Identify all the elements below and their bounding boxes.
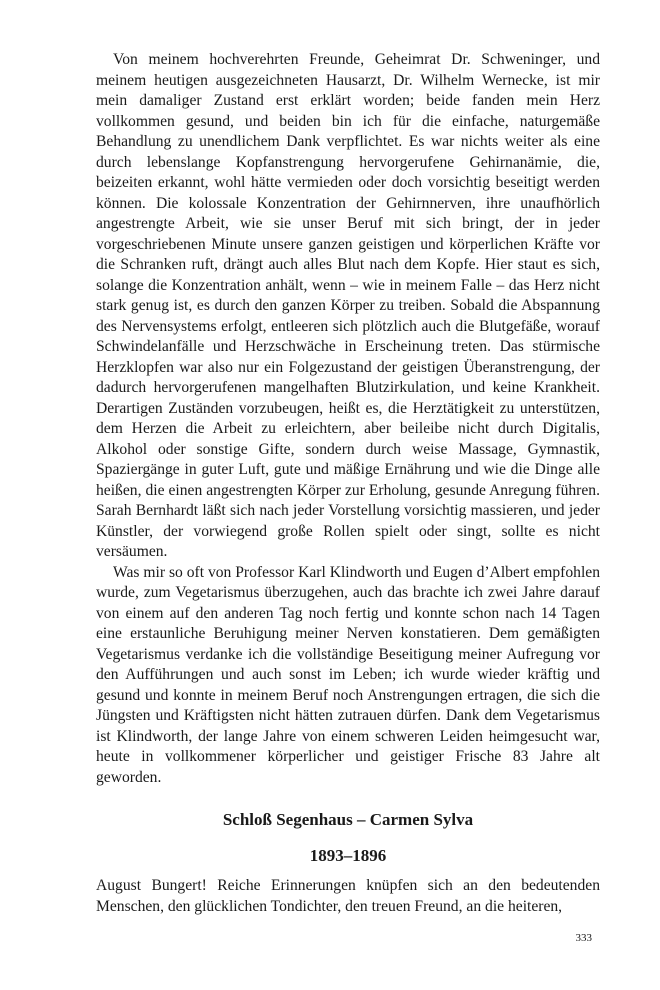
section-years: 1893–1896 [309, 846, 387, 865]
paragraph-1: Von meinem hochverehrten Freunde, Geheimrat Dr. Schweninger, und meinem heutigen ausgezeichneten Hausarzt, Dr. Wilhelm Wernecke, ist mir mein damaliger Zustand erst erklärt worden; beide fanden mein Herz vollkommen gesund, und beiden bin ich für die einfache, naturgemäße Behandlung zu unendlichem Dank verpflichtet. Es war nichts weiter als eine durch lebenslange Kopfanstrengung hervorgerufene Gehirnanämie, die, beizeiten erkannt, wohl hätte vermieden oder doch vorsichtig beseitigt werden können. Die kolossale Konzentration der Gehirnnerven, ihre unaufhörlich angestrengte Arbeit, wie sie unser Beruf mit sich bringt, der in jeder vorgeschriebenen Minute unsere ganzen geistigen und körperlichen Kräfte vor die Schranken ruft, drängt auch alles Blut nach dem Kopfe. Hier staut es sich, solange die Konzentration anhält, wenn – wie in meinem Falle – das Herz nicht stark genug ist, es durch den ganzen Körper zu treiben. Sobald die Abspannung des Nervensystems erfolgt, entleeren sich plötzlich auch die Blutgefäße, worauf Schwindelanfälle und Herzschwäche in Erscheinung treten. Das stürmische Herzklopfen war also nur ein Folgezustand der geistigen Überanstrengung, der dadurch hervorgerufenen mangelhaften Blutzirkulation, und keine Krankheit. Derartigen Zuständen vorzubeugen, heißt es, die Herztätigkeit zu unterstützen, dem Herzen die Arbeit zu erleichtern, aber beileibe nicht durch Digitalis, Alkohol oder sonstige Gifte, sondern durch weise Massage, Gymnastik, Spaziergänge in guter Luft, gute und mäßige Ernährung und wie die Dinge alle heißen, die einen angestrengten Körper zur Erholung, gesunde Anregung führen. Sarah Bernhardt läßt sich nach jeder Vorstellung vorsichtig massieren, und jeder Künstler, der vorwiegend große Rollen spielt oder singt, sollte es nicht versäumen. [96, 51, 600, 560]
paragraph-3: August Bungert! Reiche Erinnerungen knüpfen sich an den bedeutenden Menschen, den glücklichen Tondichter, den treuen Freund, an die heiteren, [96, 877, 600, 915]
body-text [96, 50, 600, 788]
section-body [96, 876, 600, 917]
paragraph-2: Was mir so oft von Professor Karl Klindworth und Eugen d’Albert empfohlen wurde, zum Vegetarismus überzugehen, auch das brachte ich zwei Jahre darauf von einem auf den anderen Tag noch fertig und konnte schon nach 14 Tagen eine erstaunliche Beruhigung meiner Nerven konstatieren. Dem gemäßigten Vegetarismus verdanke ich die vollständige Beseitigung meiner Aufregung vor den Aufführungen und auch sonst im Leben; ich wurde wieder kräftig und gesund und konnte in meinem Beruf noch Anstrengungen ertragen, die sich die Jüngsten und Kräftigsten nicht hätten zutrauen dürfen. Dank dem Vegetarismus ist Klindworth, der lange Jahre von einem schweren Leiden heimgesucht war, heute in vollkommener körperlicher und geistiger Frische 83 Jahre alt geworden. [96, 563, 600, 786]
page-number: 333 [575, 932, 592, 944]
page-body [96, 50, 600, 917]
section-title: Schloß Segenhaus – Carmen Sylva [222, 810, 474, 829]
